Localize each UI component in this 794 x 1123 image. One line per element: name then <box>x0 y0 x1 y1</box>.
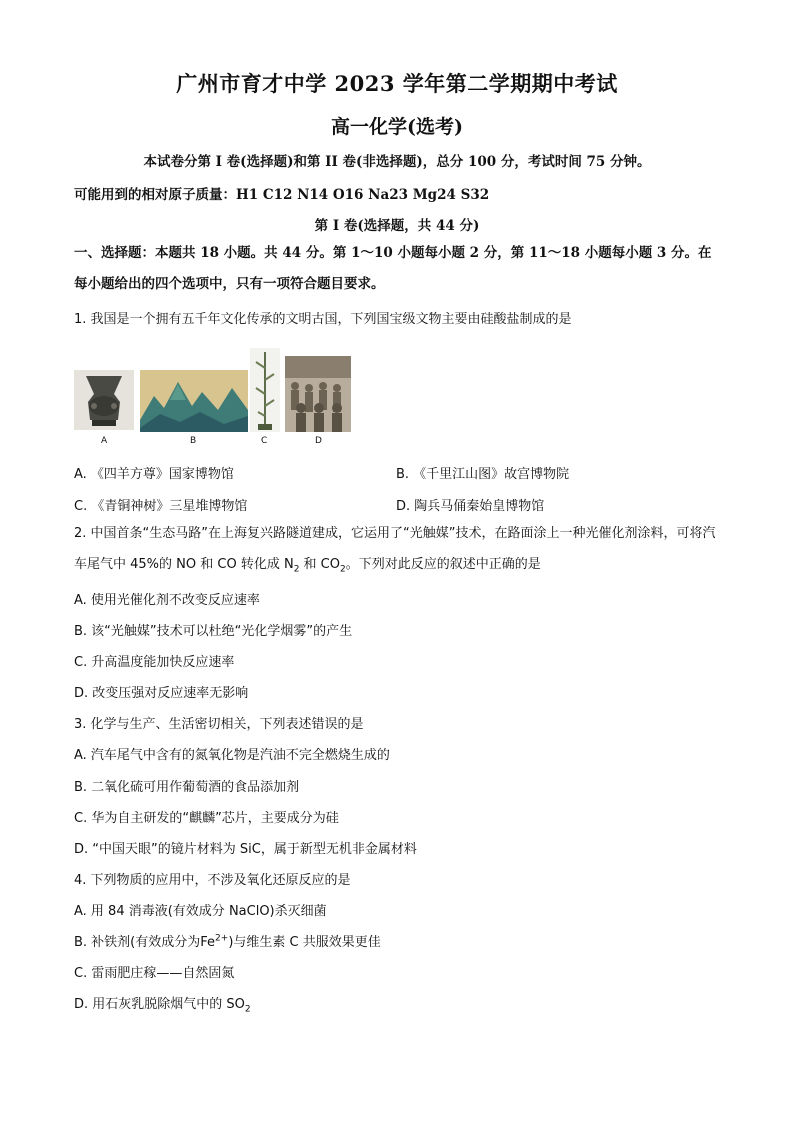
section1-instructions: 一、选择题：本题共 18 小题。共 44 分。第 1～10 小题每小题 2 分，第 11～18 小题每小题 3 分。在每小题给出的四个选项中，只有一项符合题目要求。 <box>74 245 712 292</box>
image-landscape-painting <box>140 370 248 432</box>
q1-stem: 1. 我国是一个拥有五千年文化传承的文明古国，下列国宝级文物主要由硅酸盐制成的是 <box>74 312 572 327</box>
q4-stem: 4. 下列物质的应用中，不涉及氧化还原反应的是 <box>74 873 351 888</box>
q2-stem-text3: 。下列对此反应的叙述中正确的是 <box>345 557 541 572</box>
q4-option-b-text2: )与维生素 C 共服效果更佳 <box>228 935 381 950</box>
q1-option-c: C. 《青铜神树》三星堆博物馆 <box>74 499 248 514</box>
image-label-c: C <box>261 436 268 446</box>
q2-option-d: D. 改变压强对反应速率无影响 <box>74 686 249 701</box>
q4-option-d-sub: 2 <box>244 1004 251 1015</box>
exam-note: 本试卷分第 I 卷(选择题)和第 II 卷(非选择题)，总分 100 分，考试时间 75 分钟。 <box>143 154 651 170</box>
q4-option-b <box>74 931 381 950</box>
q4-option-b-sup: 2+ <box>215 933 229 944</box>
atomic-mass-line: 可能用到的相对原子质量：H1 C12 N14 O16 Na23 Mg24 S32 <box>74 187 490 203</box>
q4-option-a: A. 用 84 消毒液(有效成分 NaClO)杀灭细菌 <box>74 904 327 919</box>
q2-stem-text2: 和 CO <box>299 557 340 572</box>
q4-option-b-text: B. 补铁剂(有效成分为Fe <box>74 935 216 950</box>
q2-option-c: C. 升高温度能加快反应速率 <box>74 655 235 670</box>
q4-option-c: C. 雷雨肥庄稼——自然固氮 <box>74 966 235 981</box>
q1-option-a: A. 《四羊方尊》国家博物馆 <box>74 467 234 482</box>
image-label-b: B <box>190 436 197 446</box>
image-bronze-tree <box>250 348 280 432</box>
q2-option-a: A. 使用光催化剂不改变反应速率 <box>74 593 260 608</box>
q1-option-b: B. 《千里江山图》故宫博物院 <box>396 467 570 482</box>
part1-heading: 第 I 卷(选择题，共 44 分) <box>314 218 480 234</box>
q1-option-d: D. 陶兵马俑秦始皇博物馆 <box>396 499 545 514</box>
q2-stem-sub2: 2 <box>340 564 346 575</box>
q3-option-b: B. 二氧化硫可用作葡萄酒的食品添加剂 <box>74 780 300 795</box>
exam-title: 广州市育才中学 2023 学年第二学期期中考试 <box>176 71 618 96</box>
q4-option-d-text: D. 用石灰乳脱除烟气中的 SO <box>74 997 245 1012</box>
q3-option-c: C. 华为自主研发的“麒麟”芯片，主要成分为硅 <box>74 811 339 826</box>
image-label-d: D <box>315 436 322 446</box>
q2-stem <box>74 518 724 586</box>
exam-subtitle: 高一化学(选考) <box>331 116 463 138</box>
image-bronze-zun <box>74 370 134 430</box>
q3-option-a: A. 汽车尾气中含有的氮氧化物是汽油不完全燃烧生成的 <box>74 748 390 763</box>
image-terracotta-warriors <box>285 356 351 432</box>
q3-stem: 3. 化学与生产、生活密切相关，下列表述错误的是 <box>74 717 364 732</box>
q2-stem-sub1: 2 <box>293 564 300 575</box>
image-label-a: A <box>101 436 108 446</box>
q2-stem-text: 2. 中国首条“生态马路”在上海复兴路隧道建成，它运用了“光触媒”技术，在路面涂上一种光催化剂涂料，可将汽车尾气中 45%的 NO 和 CO 转化成 N <box>74 526 716 572</box>
q3-option-d: D. “中国天眼”的镜片材料为 SiC，属于新型无机非金属材料 <box>74 842 417 857</box>
q2-option-b: B. 该“光触媒”技术可以杜绝“光化学烟雾”的产生 <box>74 624 353 639</box>
q4-option-d <box>74 993 251 1015</box>
